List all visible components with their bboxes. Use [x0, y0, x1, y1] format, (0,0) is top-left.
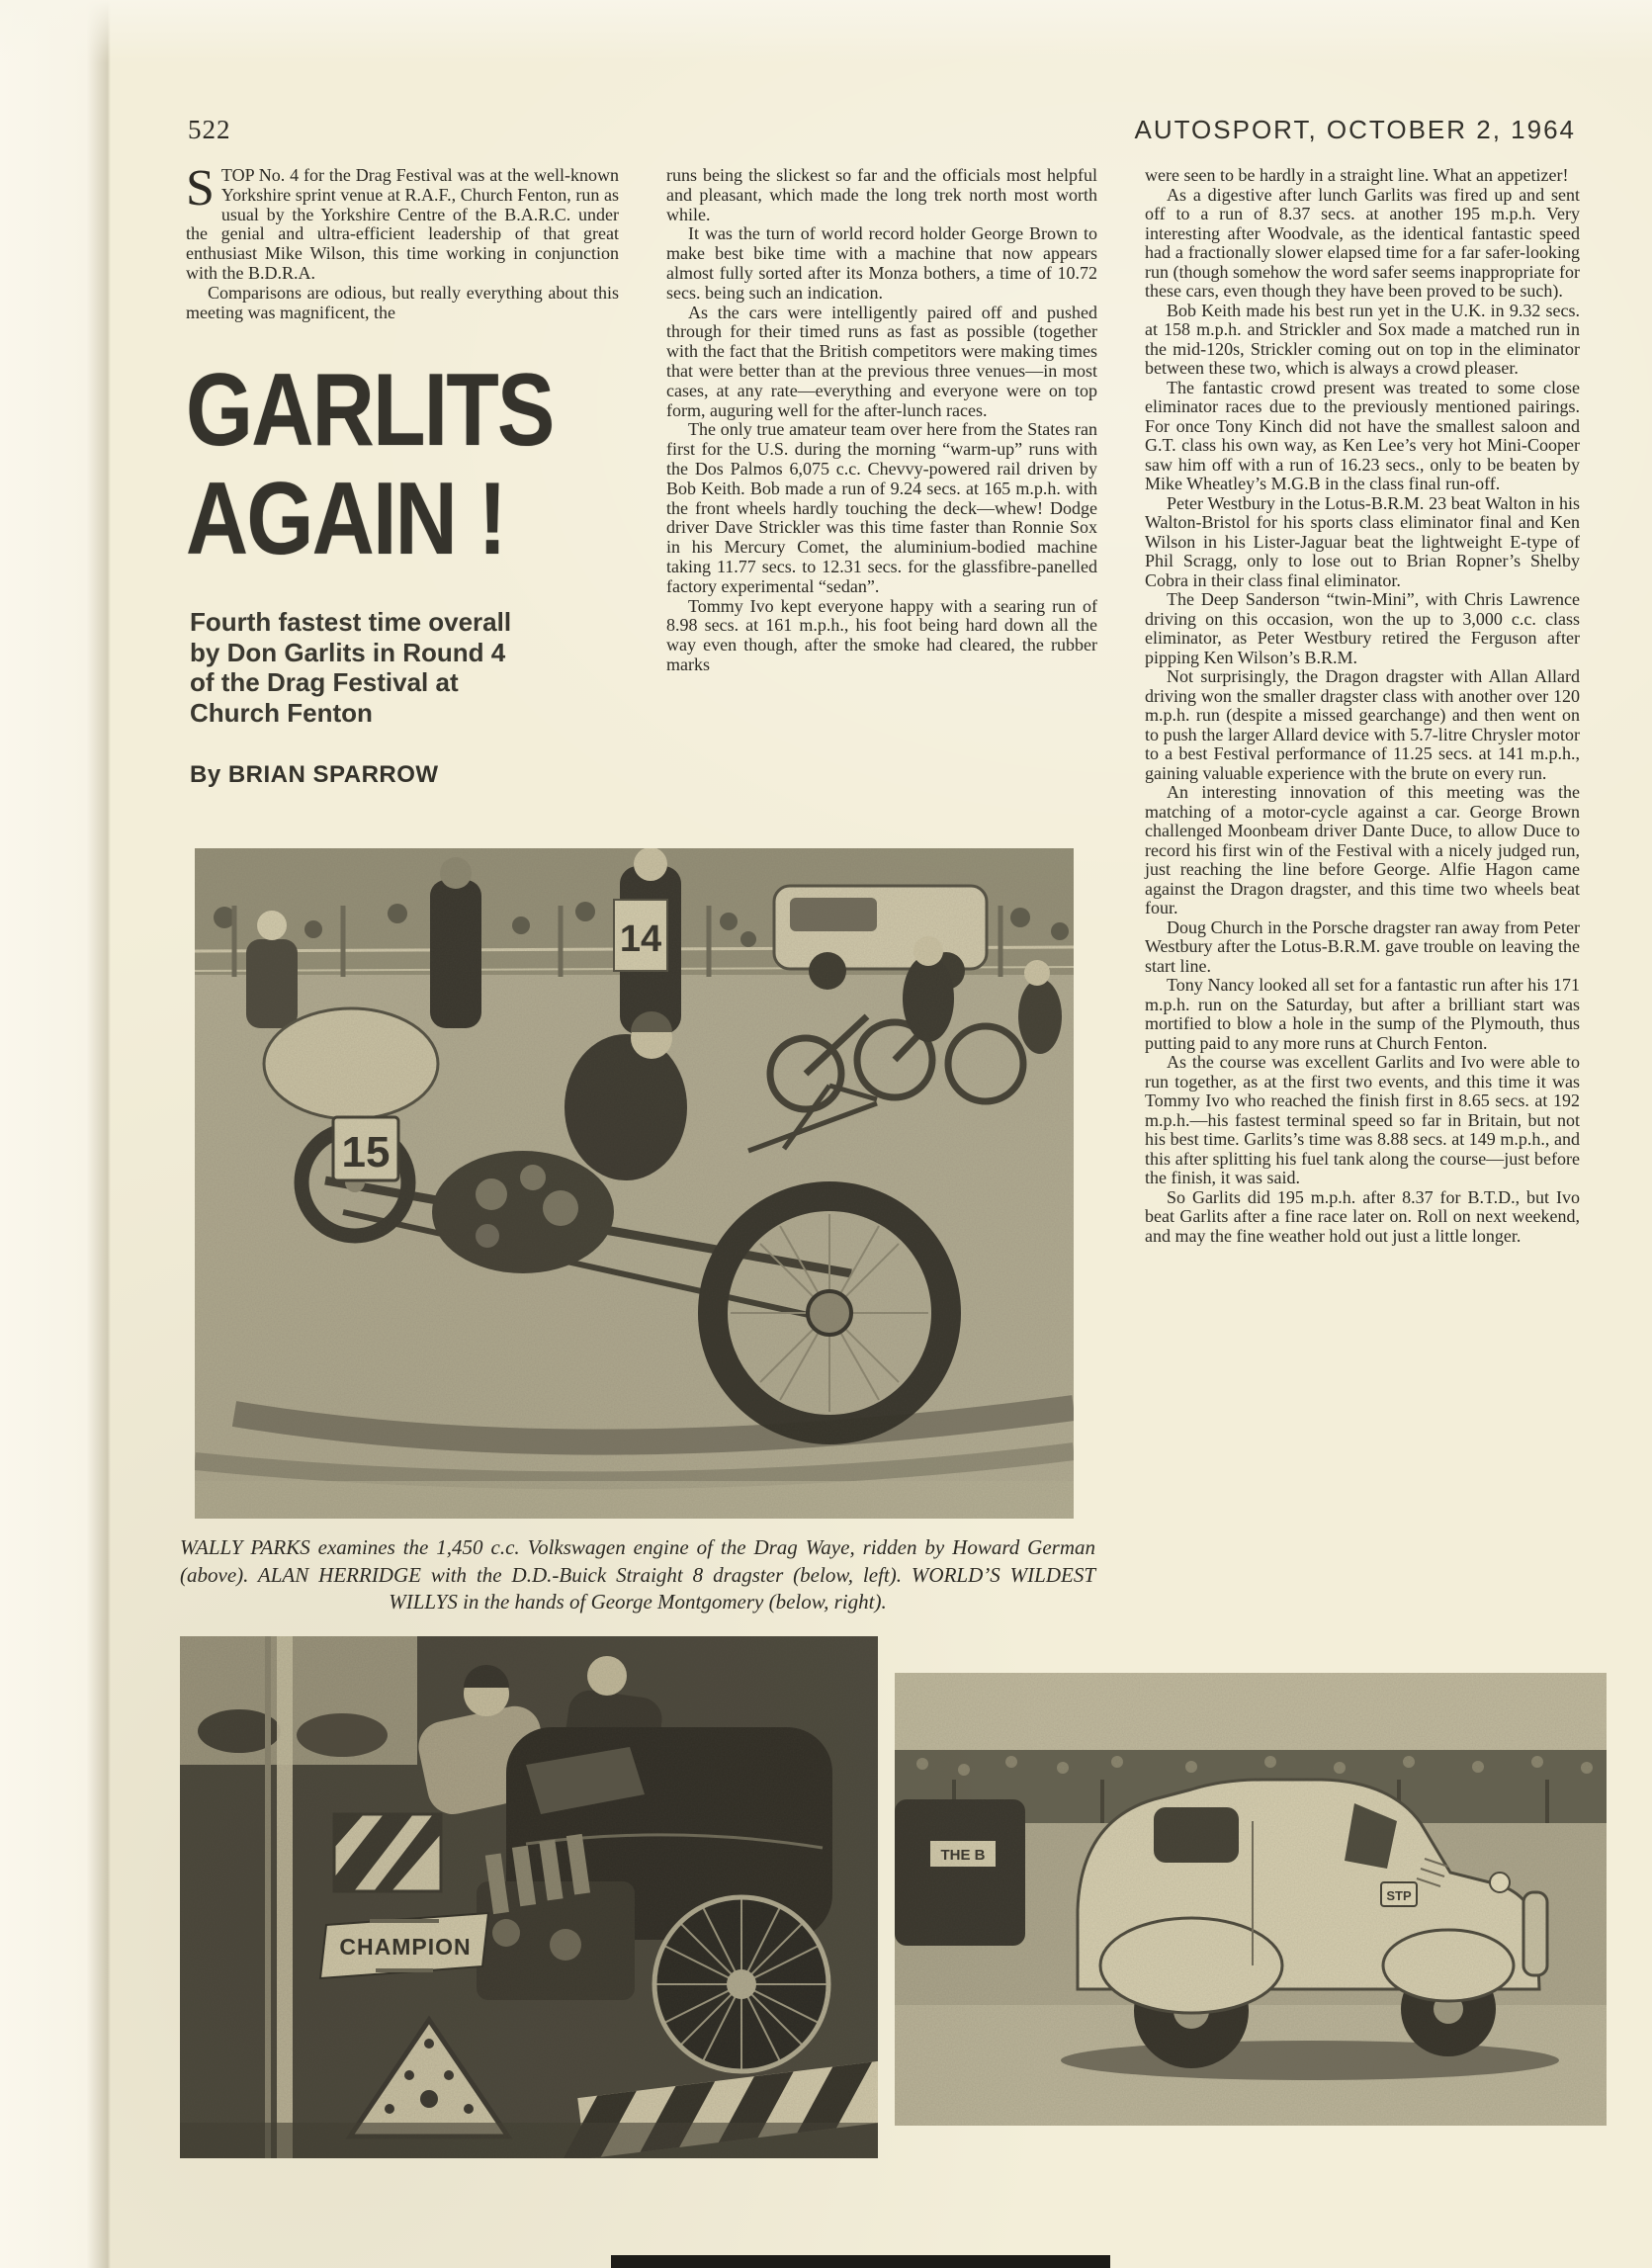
paragraph: It was the turn of world record holder George Brown to make best bike time with a machine that now appears almost fully sorted after its Monza bothers, a time of 10.72 secs. being such an indication.: [666, 223, 1097, 303]
competitor-number: 15: [341, 1128, 391, 1177]
column-2: [666, 166, 1097, 675]
paragraph: An interesting innovation of this meeting was the matching of a motor-cycle against a car. George Brown challenged Moonbeam driver Dante Duce, to allow Duce to record his first win of the Festival with a nicely judged run, just reaching the line before George. Alfie Hagon came against the Dragon dragster, and this time two wheels beat four.: [1145, 782, 1580, 917]
headline-line-2: AGAIN !: [186, 462, 506, 577]
photo-willys-gasser: [895, 1673, 1607, 2126]
scan-top-edge: [0, 0, 1652, 63]
paragraph: Bob Keith made his best run yet in the U.K. in 9.32 secs. at 158 m.p.h. and Strickler and Sox made a matched run in the mid-120s, Strickler coming out on top in the eliminator between these two, which is always a crowd pleaser.: [1145, 300, 1580, 378]
paragraph: As the cars were intelligently paired off and pushed through for their timed runs as fast as possible (together with the fact that the British competitors were making times that were better than at the previous three venues—in most cases, at any rate—everything and everyone were on top form, auguring well for the after-lunch races.: [666, 302, 1097, 420]
paragraph: The fantastic crowd present was treated to some close eliminator races due to the previously mentioned pairings. For once Tony Kinch did not have the smallest saloon and G.T. class his own way, as Ken Lee’s very hot Mini-Cooper saw him off with a run of 16.23 secs., only to be beaten by Mike Wheatley’s M.G.B in the class final run-off.: [1145, 377, 1580, 493]
page-header: [188, 115, 1576, 145]
paragraph: Doug Church in the Porsche dragster ran away from Peter Westbury after the Lotus-B.R.M. gave trouble on leaving the start line.: [1145, 916, 1580, 976]
issue-title-date: AUTOSPORT, OCTOBER 2, 1964: [1134, 115, 1576, 144]
paragraph: runs being the slickest so far and the officials most helpful and pleasant, which made the long trek north most worth while.: [666, 165, 1097, 224]
paragraph: Peter Westbury in the Lotus-B.R.M. 23 beat Walton in his Walton-Bristol for his sports class eliminator final and Ken Wilson in his Lister-Jaguar beat the lightweight E-type of Phil Scragg, only to lose out to Brian Ropner’s Shelby Cobra in their class final eliminator.: [1145, 492, 1580, 590]
paragraph: Tommy Ivo kept everyone happy with a searing run of 8.98 secs. at 161 m.p.h., his foot being hard down all the way even though, after the smoke had cleared, the rubber marks: [666, 595, 1097, 674]
column-1: [186, 160, 619, 789]
drop-cap: S: [186, 160, 215, 217]
stp-sticker-text: STP: [1386, 1888, 1412, 1903]
column-3: [1145, 166, 1580, 1246]
paragraph: So Garlits did 195 m.p.h. after 8.37 for B.T.D., but Ivo beat Garlits after a fine race later on. Roll on next weekend, and may the fine weather hold out just a little longer.: [1145, 1186, 1580, 1246]
page-edge-mark: [611, 2255, 1110, 2268]
headline-line-1: GARLITS: [186, 353, 554, 469]
scan-left-edge: [0, 0, 111, 2268]
paragraph: As a digestive after lunch Garlits was fired up and sent off to a run of 8.37 secs. at another 195 m.p.h. Very interesting after Woodvale, as the identical fantastic speed had a fractionally slower elapsed time for a far safer-looking run (though somehow the word safer seems inappropriate for these cars, even though they have been proved to be such).: [1145, 184, 1580, 301]
paragraph: were seen to be hardly in a straight line. What an appetizer!: [1145, 165, 1569, 185]
paragraph: Comparisons are odious, but really everything about this meeting was magnificent, the: [186, 282, 619, 322]
champion-sign-text: CHAMPION: [339, 1934, 472, 1960]
paragraph: The Deep Sanderson “twin-Mini”, with Chris Lawrence driving on this occasion, won the up to 3,000 c.c. class eliminator, as Peter Westbury retired the Ferguson after pipping Ken Wilson’s B.R.M.: [1145, 589, 1580, 667]
paragraph: Tony Nancy looked all set for a fantastic run after his 171 m.p.h. run on the Saturday, but after a brilliant start was mortified to blow a hole in the sump of the Plymouth, thus putting paid to any more runs at Church Fenton.: [1145, 975, 1580, 1053]
paragraph: The only true amateur team over here from the States ran first for the U.S. during the morning “warm-up” runs with the Dos Palmos 6,075 c.c. Chevvy-powered rail driven by Bob Keith. Bob made a run of 9.24 secs. at 165 m.p.h. with the front wheels hardly touching the deck—whew! Dodge driver Dave Strickler was this time faster than Ronnie Sox in his Mercury Comet, the aluminium-bodied machine taking 11.77 secs. to 12.31 secs. for the glassfibre-panelled factory experimental “sedan”.: [666, 419, 1097, 596]
paragraph: As the course was excellent Garlits and Ivo were able to run together, as at the first two events, and this time it was Tommy Ivo who reached the finish first in 8.65 secs. at 192 m.p.h.—his fastest terminal speed so far in Britain, but not his best time. Garlits’s time was 8.88 secs. at 149 m.p.h., and this after splitting his fuel tank along the course—just before the finish, it was said.: [1145, 1052, 1580, 1187]
lead-paragraph: [186, 160, 619, 284]
lead-text: TOP No. 4 for the Drag Festival was at the well-known Yorkshire sprint venue at R.A.F., Church Fenton, run as usual by the Yorkshire Centre of the B.A.R.C. under the genial and ultra-efficient leadership of that great enthusiast Mike Wilson, this time working in conjunction with the B.D.R.A.: [186, 165, 619, 283]
headline: [186, 353, 619, 577]
standfirst: Fourth fastest time overall by Don Garlits in Round 4 of the Drag Festival at Church Fenton: [190, 607, 512, 728]
partial-sign-text: THE B: [940, 1847, 986, 1864]
photo-caption: WALLY PARKS examines the 1,450 c.c. Volkswagen engine of the Drag Waye, ridden by Howard German (above). ALAN HERRIDGE with the D.D.-Buick Straight 8 dragster (below, left). WORLD’S WILDEST WILLYS in the hands of George Montgomery (below, right).: [180, 1535, 1095, 1614]
photo-drag-waye-paddock: [195, 848, 1074, 1519]
banner-number: 14: [619, 918, 662, 960]
paragraph: Not surprisingly, the Dragon dragster with Allan Allard driving won the smaller dragster class with another over 120 m.p.h. run (despite a missed gearchange) and then went on to push the larger Allard device with 5.7-litre Chrysler motor to a best Festival performance of 11.25 secs. at 141 m.p.h., gaining valuable experience with the brute on every run.: [1145, 666, 1580, 783]
byline: By BRIAN SPARROW: [190, 761, 439, 789]
photo-dd-buick-dragster: [180, 1636, 878, 2158]
page-number: 522: [188, 115, 231, 144]
